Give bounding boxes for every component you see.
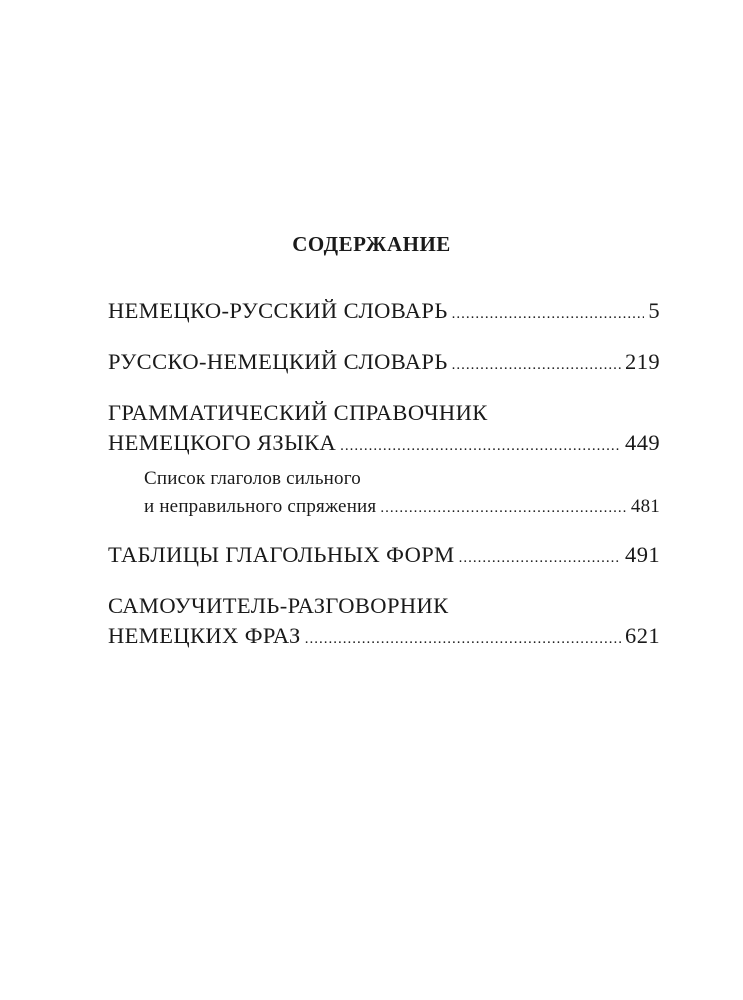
toc-entry-german-russian-dictionary [108,296,660,329]
toc-entry-title-continued: и неправильного спряжения [144,496,377,517]
toc-entry-line [108,465,660,493]
toc-entry-line [108,398,660,428]
dot-leader [459,543,621,573]
toc-entry-phrasebook [108,591,660,654]
toc-entry-title: РУССКО-НЕМЕЦКИЙ СЛОВАРЬ [108,349,448,374]
toc-subentry-verb-list [108,465,660,522]
toc-page-number: 491 [625,542,660,567]
dot-leader [305,624,621,654]
toc-entry-russian-german-dictionary [108,347,660,380]
toc-entry-grammar-reference [108,398,660,461]
toc-entry-line [108,540,660,573]
toc-page-number: 5 [648,298,660,323]
toc-entry-line [108,296,660,329]
toc-entry-title: САМОУЧИТЕЛЬ-РАЗГОВОРНИК [108,593,449,618]
toc-entry-line [108,621,660,654]
dot-leader [452,299,645,329]
toc-page-number: 449 [625,430,660,455]
toc-entry-title: НЕМЕЦКО-РУССКИЙ СЛОВАРЬ [108,298,448,323]
toc-entry-verb-tables [108,540,660,573]
dot-leader [380,494,627,522]
toc-page-number: 621 [625,623,660,648]
toc-entry-title: Список глаголов сильного [144,468,361,489]
toc-page-number: 219 [625,349,660,374]
toc-entry-title-continued: НЕМЕЦКИХ ФРАЗ [108,623,301,648]
toc-entry-title-continued: НЕМЕЦКОГО ЯЗЫКА [108,430,337,455]
dot-leader [452,350,621,380]
toc-entry-line [108,347,660,380]
toc-entry-line [108,428,660,461]
table-of-contents [108,296,660,654]
dot-leader [340,431,621,461]
toc-entry-line [108,591,660,621]
toc-entry-title: ГРАММАТИЧЕСКИЙ СПРАВОЧНИК [108,400,488,425]
toc-entry-line [108,493,660,522]
toc-entry-title: ТАБЛИЦЫ ГЛАГОЛЬНЫХ ФОРМ [108,542,455,567]
toc-title: СОДЕРЖАНИЕ [292,232,451,256]
toc-page-number: 481 [630,496,660,517]
